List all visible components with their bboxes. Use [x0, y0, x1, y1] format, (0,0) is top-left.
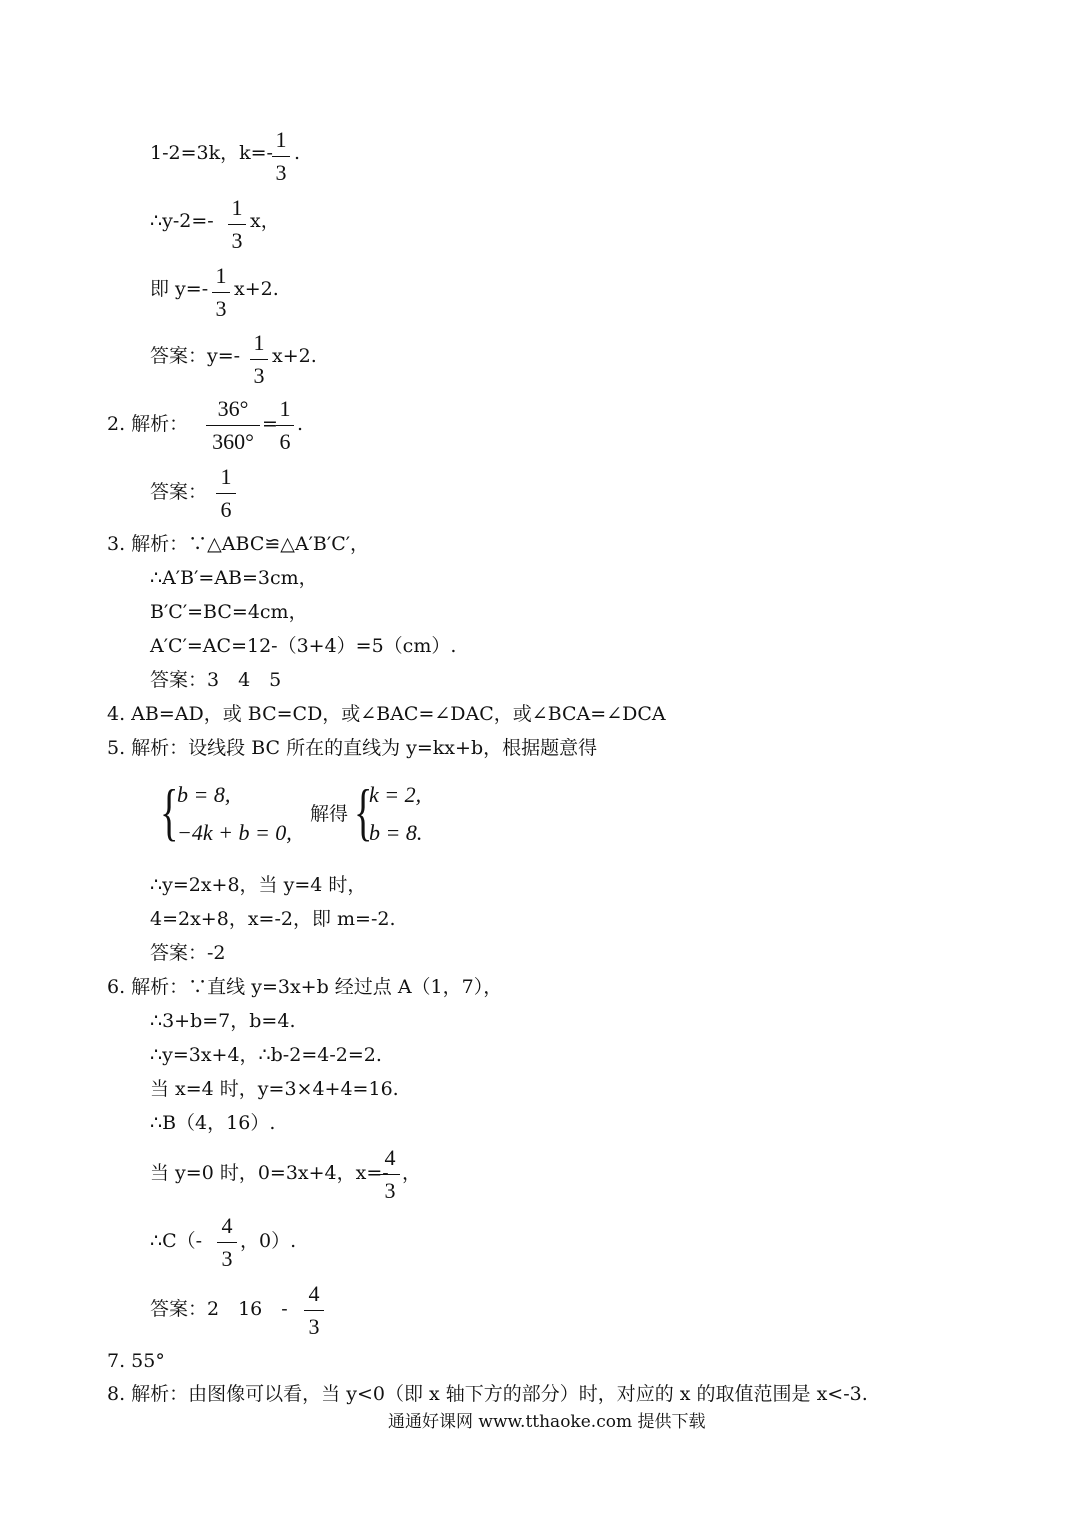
question-3: 3. 解析：∵△ABC≌△A′B′C′， — [107, 533, 370, 555]
fraction: 1 3 — [250, 329, 268, 390]
solution-line: ∴A′B′=AB=3cm， — [150, 567, 318, 589]
line-k-value: 1-2=3k，k=- — [150, 142, 273, 164]
answer-line: 答案： — [150, 481, 208, 503]
fraction: 1 3 — [228, 194, 246, 255]
left-brace: { — [160, 776, 179, 847]
solution-line: B′C′=BC=4cm， — [150, 601, 308, 623]
line-equation: ∴y-2=- — [150, 210, 214, 232]
question-5: 5. 解析：设线段 BC 所在的直线为 y=kx+b，根据题意得 — [107, 737, 598, 759]
fraction: 4 3 — [217, 1212, 237, 1273]
solution-line: ∴y=3x+4，∴b-2=4-2=2. — [150, 1044, 382, 1066]
solve-label: 解得 — [310, 803, 349, 825]
answer-line: 答案：-2 — [150, 942, 226, 964]
answer-line: 答案：y=- — [150, 345, 241, 367]
fraction: 4 3 — [380, 1144, 400, 1205]
solution-line: 4=2x+8，x=-2，即 m=-2. — [150, 908, 396, 930]
solution-line: 当 x=4 时，y=3×4+4=16. — [150, 1078, 399, 1100]
solution-line: 当 y=0 时，0=3x+4，x=- — [150, 1162, 389, 1184]
question-2: 2. 解析： — [107, 413, 189, 435]
answer-line: 答案：2 16 - — [150, 1298, 288, 1320]
solution-line: A′C′=AC=12-（3+4）=5（cm）. — [150, 635, 457, 657]
left-brace: { — [354, 776, 373, 847]
system-eq-1: b = 8, — [177, 782, 231, 807]
fraction: 1 6 — [216, 463, 236, 524]
fraction: 36° 360° — [206, 395, 260, 456]
solution-line: ∴B（4，16）. — [150, 1112, 276, 1134]
question-8: 8. 解析：由图像可以看，当 y<0（即 x 轴下方的部分）时，对应的 x 的取值范围是 x<-3. — [107, 1383, 868, 1405]
solution-line: ∴C（- — [150, 1230, 203, 1252]
footer: 通通好课网 www.tthaoke.com 提供下载 — [388, 1412, 706, 1432]
system-eq-2: −4k + b = 0, — [177, 820, 292, 845]
line-equation: 即 y=- — [150, 278, 209, 300]
question-7: 7. 55° — [107, 1350, 165, 1372]
system-eq-3: k = 2, — [369, 782, 422, 807]
fraction: 1 3 — [272, 126, 290, 187]
fraction: 1 6 — [276, 395, 294, 456]
question-6: 6. 解析：∵直线 y=3x+b 经过点 A（1，7）， — [107, 976, 503, 998]
fraction: 1 3 — [212, 262, 230, 323]
fraction: 4 3 — [304, 1280, 324, 1341]
solution-line: ∴3+b=7，b=4. — [150, 1010, 296, 1032]
question-4: 4. AB=AD，或 BC=CD，或∠BAC=∠DAC，或∠BCA=∠DCA — [107, 703, 666, 725]
solution-line: ∴y=2x+8，当 y=4 时， — [150, 874, 367, 896]
system-eq-4: b = 8. — [369, 820, 423, 845]
answer-line: 答案：3 4 5 — [150, 669, 282, 691]
